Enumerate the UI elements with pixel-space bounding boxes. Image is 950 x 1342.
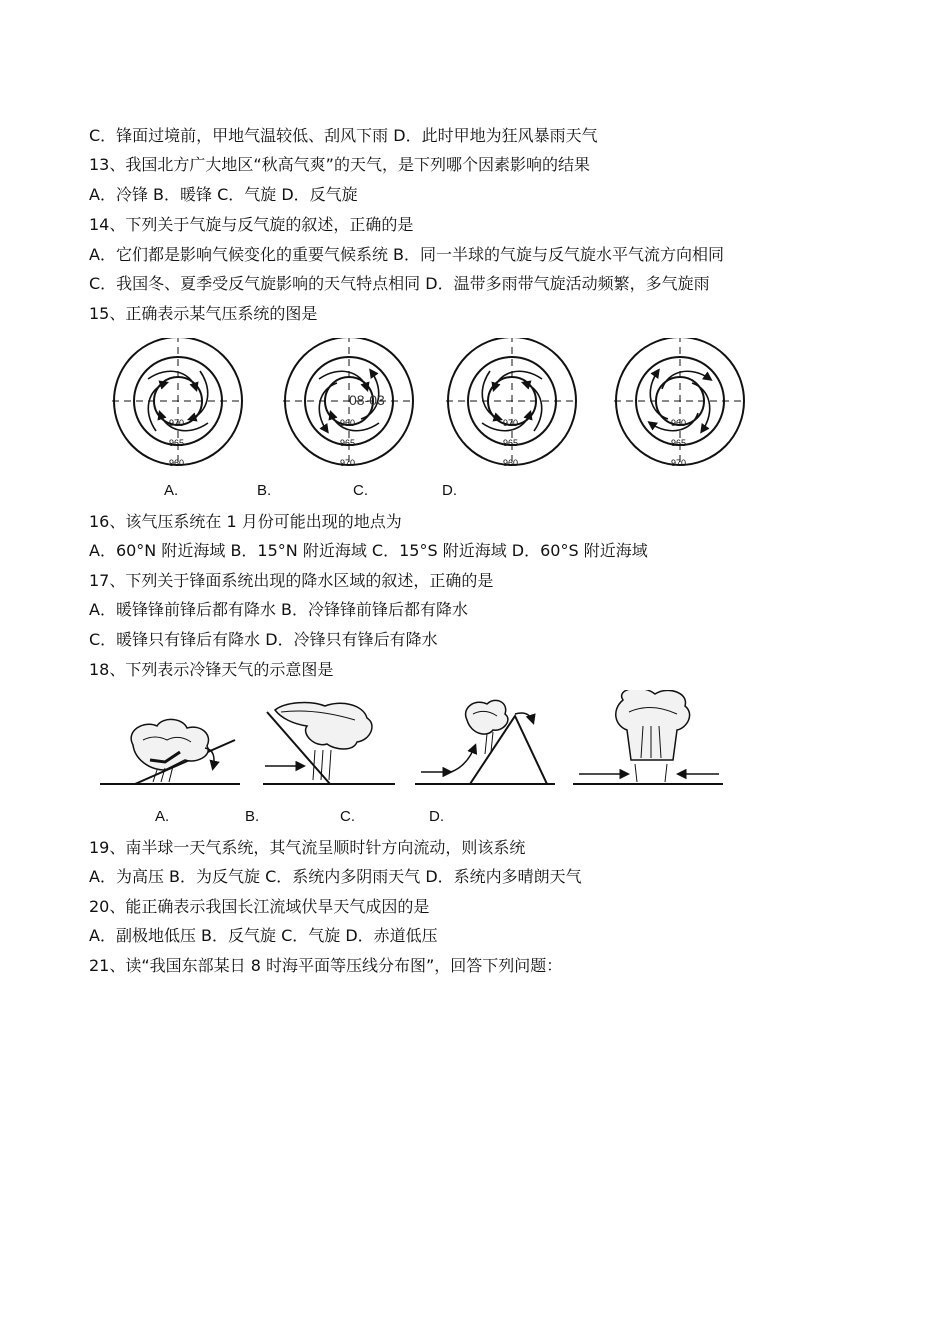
figure-label-b: B.	[245, 808, 260, 825]
figure-label-a: A.	[164, 482, 179, 499]
question-19-stem: 19、南半球一天气系统，其气流呈顺时针方向流动，则该系统	[89, 838, 526, 857]
front-diagram-b	[263, 703, 395, 784]
isobar-label: 970	[169, 418, 185, 428]
isobar-label: 970	[503, 418, 519, 428]
figure-label-c: C.	[353, 482, 368, 499]
question-18-stem: 18、下列表示冷锋天气的示意图是	[89, 660, 334, 679]
question-16-options: A．60°N 附近海域 B．15°N 附近海域 C．15°S 附近海域 D．60°S 附近海域	[89, 541, 648, 560]
question-14-options-cd: C．我国冬、夏季受反气旋影响的天气特点相同 D．温带多雨带气旋活动频繁，多气旋雨	[89, 274, 710, 293]
question-13-stem: 13、我国北方广大地区“秋高气爽”的天气，是下列哪个因素影响的结果	[89, 155, 590, 174]
isobar-label: 965	[671, 438, 687, 448]
question-14-stem: 14、下列关于气旋与反气旋的叙述，正确的是	[89, 215, 414, 234]
isobar-label: 965	[503, 438, 519, 448]
isobar-label: 965	[340, 438, 356, 448]
question-21-stem: 21、读“我国东部某日 8 时海平面等压线分布图”，回答下列问题：	[89, 956, 563, 975]
front-weather-figure	[95, 690, 730, 795]
front-diagram-d	[573, 690, 723, 784]
isobar-label: 960	[503, 458, 519, 468]
question-12-option-cd: C．锋面过境前，甲地气温较低、刮风下雨 D．此时甲地为狂风暴雨天气	[89, 126, 598, 145]
question-14-options-ab: A．它们都是影响气候变化的重要气候系统 B．同一半球的气旋与反气旋水平气流方向相同	[89, 245, 725, 264]
front-diagram-a	[100, 719, 240, 784]
question-16-stem: 16、该气压系统在 1 月份可能出现的地点为	[89, 512, 402, 531]
pressure-diagram-b	[283, 338, 415, 468]
question-19-options: A．为高压 B．为反气旋 C．系统内多阴雨天气 D．系统内多晴朗天气	[89, 867, 582, 886]
figure-label-d: D.	[429, 808, 444, 825]
question-17-options-ab: A．暖锋锋前锋后都有降水 B．冷锋锋前锋后都有降水	[89, 600, 469, 619]
isobar-label: 970	[340, 458, 356, 468]
isobar-label: 960	[340, 418, 356, 428]
isobar-label: 960	[671, 418, 687, 428]
figure-label-a: A.	[155, 808, 170, 825]
front-diagram-c	[415, 700, 555, 784]
pressure-system-figure	[100, 338, 760, 473]
question-13-options: A．冷锋 B．暖锋 C．气旋 D．反气旋	[89, 185, 358, 204]
isobar-label: 965	[169, 438, 185, 448]
pressure-diagram-a	[112, 338, 244, 468]
figure-label-c: C.	[340, 808, 355, 825]
question-17-options-cd: C．暖锋只有锋后有降水 D．冷锋只有锋后有降水	[89, 630, 438, 649]
figure-label-d: D.	[442, 482, 457, 499]
question-15-stem: 15、正确表示某气压系统的图是	[89, 304, 318, 323]
question-20-options: A．副极地低压 B．反气旋 C．气旋 D．赤道低压	[89, 926, 438, 945]
isobar-label: 970	[671, 458, 687, 468]
isobar-label: 960	[169, 458, 185, 468]
question-20-stem: 20、能正确表示我国长江流域伏旱天气成因的是	[89, 897, 430, 916]
question-17-stem: 17、下列关于锋面系统出现的降水区域的叙述，正确的是	[89, 571, 494, 590]
overlay-text: 08-03	[349, 392, 385, 408]
pressure-diagram-d	[614, 338, 746, 468]
figure-label-b: B.	[257, 482, 272, 499]
pressure-diagram-c	[446, 338, 578, 468]
